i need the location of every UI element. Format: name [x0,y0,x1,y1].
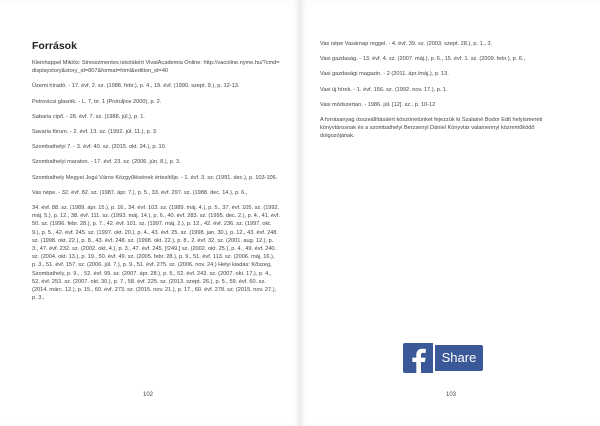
source-entry: Szombathely Megyei Jogú Város Közgyűlésének értesítője. - 1. évf. 3. sz. (1991. dec.), p. 103-106. [32,174,278,181]
source-entry: Petrovicsi glasnik. - L. 7, br. 1 (Protuljice 2000), p. 2. [32,98,162,105]
source-entry: Vasi gazdasági magazin. - 2 (2011. ápr./máj.), p. 13. [320,71,449,78]
right-page-content [320,40,570,148]
source-entry: Üzemi híradó. - 17. évf. 2. sz. (1988. febr.), p. 4., 19. évf. (1990. szept. 9.), p. 12-13. [32,83,240,90]
source-entry: Kleinhappel Miklós: Stresszmentes iskolákért VivatAcademia Online: http://vacoline.nyme.hu/?cmd=displaystory&story_id=807&format=html&edition_id=40 [32,60,280,75]
page-number: 102 [143,392,154,398]
source-entry: Vasi új hírek. - 1. évf. 156. sz. (1992. nov. 17.), p. 1. [320,86,448,93]
source-entry: Vas népe. - 32. évf. 82. sz. (1987. ápr. 7.), p. 5., 33. évf. 297. sz. (1988. dec. 14.), p. 6., [32,189,248,196]
left-page-content [32,40,280,302]
source-entry: Sabaria cipő. - 28. évf. 7. sz. (1988. júl.), p. 1. [32,113,145,120]
page-title: Források [32,40,77,52]
source-entry: Vasi gazdaság. - 13. évf. 4. sz. (2007. máj.), p. 6., 15. évf. 1. sz. (2009. febr.), p. 6., [320,56,526,63]
facebook-share-button[interactable] [403,343,483,373]
source-entry: Szombathelyi maraton. - 17. évf. 23. sz. (2006. jún. 8.), p. 3. [32,159,181,166]
source-entry: Szombathelyi 7. - 3. évf. 40. sz. (2015. okt. 24.), p. 10. [32,144,167,151]
right-page [300,0,600,426]
source-entry: 34. évf. 88. sz. (1989. ápr. 15.), p. 16., 34. évf. 103. sz. (1989. máj. 4.), p. 5., 37. évf. 105. sz. (1992. máj. 5.), p. 12., 38. évf. 111. sz. (1993. máj. 14.), p. 6., 40. évf. 283. sz. (1995. dec. 2.), p. 4., 41. évf. 50. sz. (1996. febr. 28.), p. 7., 42. évf. 101. sz. (1997. máj. 2.), p. 12., 42. évf. 236. sz. (1997. okt. 9.), p. 5., 42. évf. 245. sz. (1997. okt. 20.), p. 4., 43. évf. 25. sz. (1998. jan. 30.), p. 12., 43. évf. 248. sz. (1998. okt. 22.), p. 8., 43. évf. 248. sz. (1998. okt. 22.), p. 8., 2. évf. 32. sz. (2001. aug. 12.), p. 3., 47. évf. 232. sz. (2002. okt. 4.), p. 3., 47. évf. 245. [!249.] sz. (2002. okt. 25.), p. 4., 49. évf. 240. sz. (2004. okt. 13.), p. 19., 50. évf. 49. sz. (2005. febr. 28.), p. 9., 51. évf. 113. sz. (2006. máj. 16.), p. 3., 51. évf. 157. sz. (2006. júl. 7.), p. 9., 51. évf. 275. sz. (2006. nov. 24.) Helyi kiadás: Kőszeg, Szombathely, p. 9., . 52. évf. 99. sz. (2007. ápr. 28.), p. 5., 52. évf. 243. sz. (2007. okt. 17.), p. 4., 52. évf. 253. sz. (2007. okt. 30.), p. 7., 58. évf. 225. sz. (2013. szept. 26.), p. 5., 59. évf. 60. sz. (2014. márc. 12.), p. 15., 60. évf. 273. sz. (2015. nov. 21.), p. 17., 60. évf. 278. sz. (2015. nov. 27.), p. 3., [32,205,280,302]
source-entry: Vas népe Vasárnap reggel. - 4. évf. 39. sz. (2003. szept. 28.), p. 1., 3. [320,41,493,47]
source-entry: Vasi módszertan. - 1986. júl. [12]. sz., p. 10-12 [320,101,436,108]
acknowledgement: A forrásanyag összeállításáért köszönetünket fejezzük ki Szalainé Bodor Edit helyismereti könyvtárosnak és a szombathelyi Berzsenyi Dániel Könyvtár valamennyi közreműködő dolgozójának. [320,117,543,140]
page-number: 103 [446,392,457,398]
facebook-f-icon [403,343,433,373]
share-label: Share [435,345,483,371]
source-entry: Savaria fórum. - 2. évf. 13. sz. (1992. júl. 11.), p. 3. [32,129,158,136]
